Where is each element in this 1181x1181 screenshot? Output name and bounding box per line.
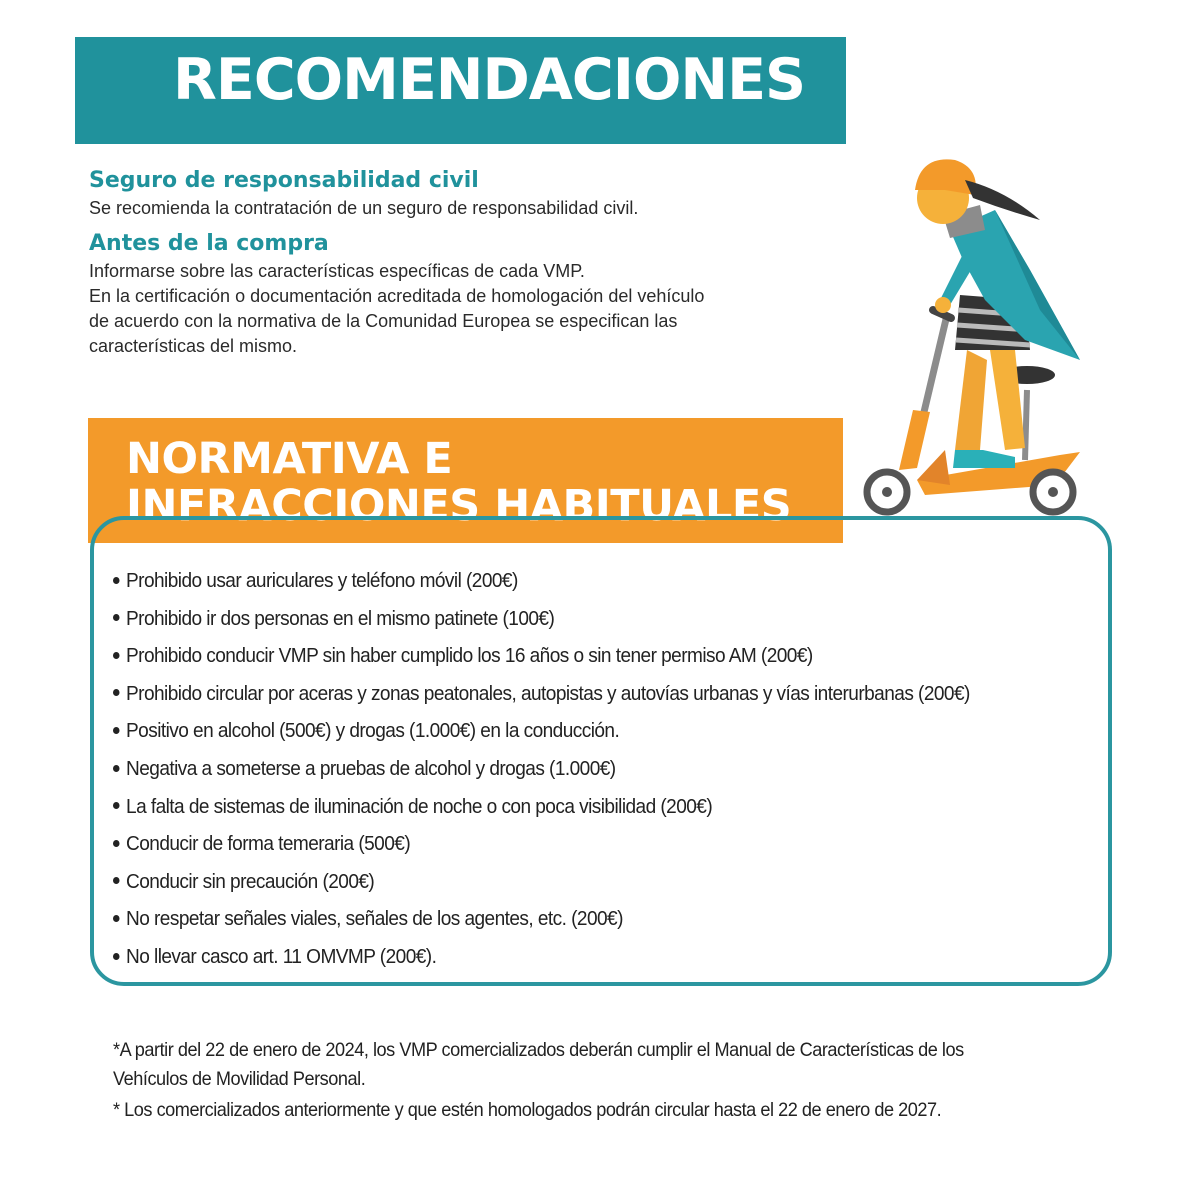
list-item: Conducir sin precaución (200€)	[113, 863, 1034, 901]
rec-text-compra: Informarse sobre las características específicas de cada VMP. En la certificación o documentación acreditada de homologación del vehículo de acuerdo con la normativa de la Comunidad Europea se especifican las características del mismo.	[89, 261, 705, 356]
bullet-icon	[113, 915, 120, 922]
recomendaciones-banner	[75, 37, 846, 144]
section-title: NORMATIVA E INFRACCIONES HABITUALES	[126, 434, 792, 531]
list-item: No llevar casco art. 11 OMVMP (200€).	[113, 938, 1034, 976]
page-title: RECOMENDACIONES	[173, 47, 806, 113]
footnotes	[113, 1036, 1006, 1127]
rec-heading-compra: Antes de la compra	[89, 231, 329, 256]
list-item: Positivo en alcohol (500€) y drogas (1.000€) en la conducción.	[113, 712, 1034, 750]
recommendations-section	[89, 166, 829, 363]
bullet-icon	[113, 652, 120, 659]
bullet-icon	[113, 877, 120, 884]
list-item: Prohibido usar auriculares y teléfono móvil (200€)	[113, 562, 1034, 600]
list-item: No respetar señales viales, señales de los agentes, etc. (200€)	[113, 900, 1034, 938]
bullet-icon	[113, 689, 120, 696]
bullet-icon	[113, 840, 120, 847]
rules-list	[113, 562, 1103, 976]
bullet-icon	[113, 802, 120, 809]
bullet-icon	[113, 765, 120, 772]
list-item: Prohibido ir dos personas en el mismo patinete (100€)	[113, 600, 1034, 638]
rec-text-seguro: Se recomienda la contratación de un seguro de responsabilidad civil.	[89, 198, 639, 218]
bullet-icon	[113, 614, 120, 621]
list-item: Prohibido conducir VMP sin haber cumplido los 16 años o sin tener permiso AM (200€)	[113, 637, 1034, 675]
scooter-rider-icon	[855, 150, 1095, 520]
bullet-icon	[113, 953, 120, 960]
list-item: Negativa a someterse a pruebas de alcohol y drogas (1.000€)	[113, 750, 1034, 788]
list-item: La falta de sistemas de iluminación de noche o con poca visibilidad (200€)	[113, 788, 1034, 826]
footnote-1: *A partir del 22 de enero de 2024, los VMP comercializados deberán cumplir el Manual de Características de los Vehículos de Movilidad Personal.	[113, 1039, 964, 1090]
bullet-icon	[113, 727, 120, 734]
rec-heading-seguro: Seguro de responsabilidad civil	[89, 168, 479, 193]
bullet-icon	[113, 577, 120, 584]
list-item: Conducir de forma temeraria (500€)	[113, 825, 1034, 863]
list-item: Prohibido circular por aceras y zonas peatonales, autopistas y autovías urbanas y vías interurbanas (200€)	[113, 675, 1034, 713]
footnote-2: * Los comercializados anteriormente y que estén homologados podrán circular hasta el 22 de enero de 2027.	[113, 1099, 942, 1121]
